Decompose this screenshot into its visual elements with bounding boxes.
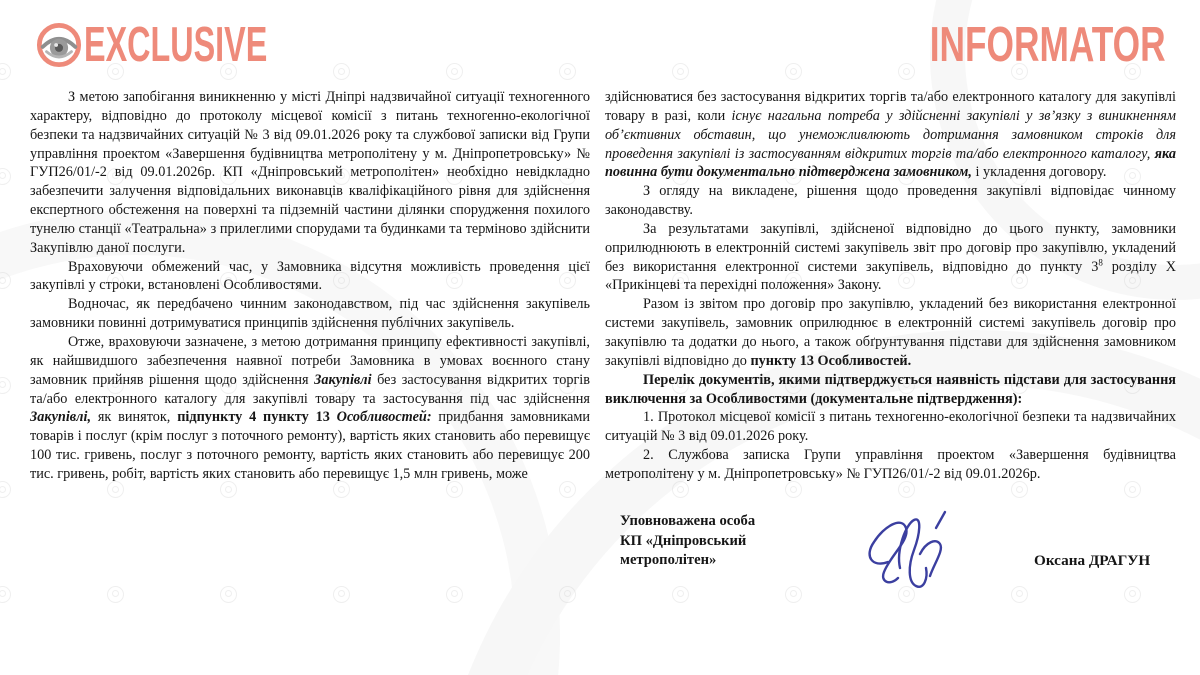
text-run: придбання замовниками товарів і послуг (крім послуг з поточного ремонту), вартість яких становить або перевищує 100 тис. гривень, послуг з поточного ремонту, вартість яких становить або перевищує 200 тис. гривень, робіт, вартість яких становить або перевищує 1,5 млн гривень, може	[30, 409, 591, 482]
signatory-title-line: Уповноважена особа	[620, 513, 756, 529]
paragraph	[605, 408, 1176, 446]
paragraph	[30, 258, 590, 296]
text-run: Особливостей:	[336, 409, 432, 426]
text-run: підпункту 4 пункту 13	[177, 409, 337, 426]
signatory-title-line: КП «Дніпровський	[620, 532, 747, 549]
signatory-title	[620, 512, 832, 571]
text-run: Закупівлі,	[30, 409, 92, 426]
exclusive-logo	[36, 18, 362, 72]
text-run: Разом із звітом про договір про закупівлю, укладений без використання електронної системи закупівель, замовник оприлюднює в електронній системі закупівель договір про закупівлю та додатки до нього, а також обґрунтування підстави для здійснення замовником закупівлі відповідно до	[605, 296, 1176, 369]
text-run: існує нагальна потреба у здійсненні закупівлі у зв’язку з виникненням об’єктивних обставин, що унеможливлюють дотримання замовником строків для проведення закупівлі із застосуванням відкритих торгів та/або електронного каталогу,	[605, 107, 1177, 162]
document-body	[30, 88, 1176, 484]
paragraph	[30, 295, 590, 333]
text-run: розділу X «Прикінцеві та перехідні положення» Закону.	[605, 258, 1176, 294]
signature-block	[620, 512, 1166, 594]
ring-watermark-icon	[0, 272, 11, 289]
ring-watermark-icon	[0, 481, 11, 498]
text-run: здійснюватися без застосування відкритих торгів та/або електронного каталогу для закупівлі товару в разі, коли	[605, 89, 1176, 124]
paragraph	[30, 333, 590, 484]
left-column	[30, 88, 590, 484]
text-run: Закупівлі	[314, 371, 372, 388]
brand-informator-label: INFORMATOR	[930, 18, 1166, 72]
exclusive-label: EXCLUSIVE	[84, 18, 268, 72]
paragraph	[605, 88, 1176, 182]
ring-watermark-icon	[220, 586, 237, 603]
text-run: 2. Службова записка Групи управління проектом «Завершення будівництва метрополітену у м. Дніпропетровську» № ГУП26/01/-2 від 09.01.2026р.	[605, 447, 1176, 482]
text-run: яка повинна бути документально підтверджена замовником,	[605, 145, 1176, 181]
right-column	[605, 88, 1176, 484]
text-run: Отже, враховуючи зазначене, з метою дотримання принципу ефективності закупівлі, як найшвидшого забезпечення наявної потреби Замовника в умовах воєнного стану замовник прийняв рішення щодо здійснення	[30, 333, 590, 388]
ring-watermark-icon	[559, 586, 576, 603]
text-run: як виняток,	[91, 409, 178, 426]
text-run: Водночас, як передбачено чинним законодавством, під час здійснення закупівель замовники повинні дотримуватися принципів здійснення публічних закупівель.	[30, 296, 590, 332]
ring-watermark-icon	[0, 586, 11, 603]
paragraph	[605, 295, 1176, 370]
ring-watermark-icon	[0, 168, 11, 185]
paragraph	[605, 371, 1176, 409]
text-run: За результатами закупівлі, здійсненої відповідно до цього пункту, замовники оприлюднюють в електронній системі закупівель звіт про договір про закупівлю, укладений без використання електронної системи закупівель, відповідно до пункту 3	[605, 220, 1176, 275]
ring-watermark-icon	[333, 586, 350, 603]
eye-logo-icon	[36, 22, 82, 68]
text-run: пункту 13 Особливостей.	[750, 352, 912, 369]
paragraph	[605, 446, 1176, 484]
signatory-title-line: метрополітен»	[620, 552, 717, 568]
paragraph	[605, 182, 1176, 220]
text-run: Перелік документів, якими підтверджується наявність підстави для застосування виключення за Особливостями (документальне підтвердження):	[605, 371, 1176, 407]
ring-watermark-icon	[0, 377, 11, 394]
text-run: Враховуючи обмежений час, у Замовника відсутня можливість проведення цієї закупівлі у строки, встановлені Особливостями.	[30, 258, 590, 294]
header	[0, 0, 1200, 84]
text-run: і укладення договору.	[971, 164, 1107, 181]
text-run: З метою запобігання виникненню у місті Дніпрі надзвичайної ситуації техногенного характеру, відповідно до протоколу місцевої комісії з питань техногенно-екологічної безпеки та надзвичайних ситуацій № 3 від 09.01.2026 року та службової записки від Групи управління проектом «Завершення будівництва метрополітену у м. Дніпропетровську» № ГУП26/01/-2 від 09.01.2026р. КП «Дніпровський метрополітен» необхідно невідкладно забезпечити залучення відповідальних виконавців кваліфікаційного рівня для здійснення експертного обстеження на поверхні та підземній частини ділянки спорудження похилого тунелю станції «Театральна» з прилеглими спорудами та будинками та терміново здійснити Закупівлю даної послуги.	[30, 89, 590, 256]
ring-watermark-icon	[446, 586, 463, 603]
text-run: 1. Протокол місцевої комісії з питань техногенно-екологічної безпеки та надзвичайних ситуацій № 3 від 09.01.2026 року.	[605, 409, 1176, 445]
paragraph	[30, 88, 590, 258]
paragraph	[605, 220, 1176, 295]
text-run: З огляду на викладене, рішення щодо проведення закупівлі відповідає чинному законодавству.	[605, 183, 1176, 219]
signatory-name: Оксана ДРАГУН	[1034, 552, 1151, 569]
ring-watermark-icon	[107, 586, 124, 603]
text-run: без застосування відкритих торгів та/або електронного каталогу для закупівлі товару та застосування під час здійснення	[30, 371, 590, 407]
handwritten-signature-icon	[850, 498, 970, 594]
text-run: 8	[1098, 256, 1103, 267]
